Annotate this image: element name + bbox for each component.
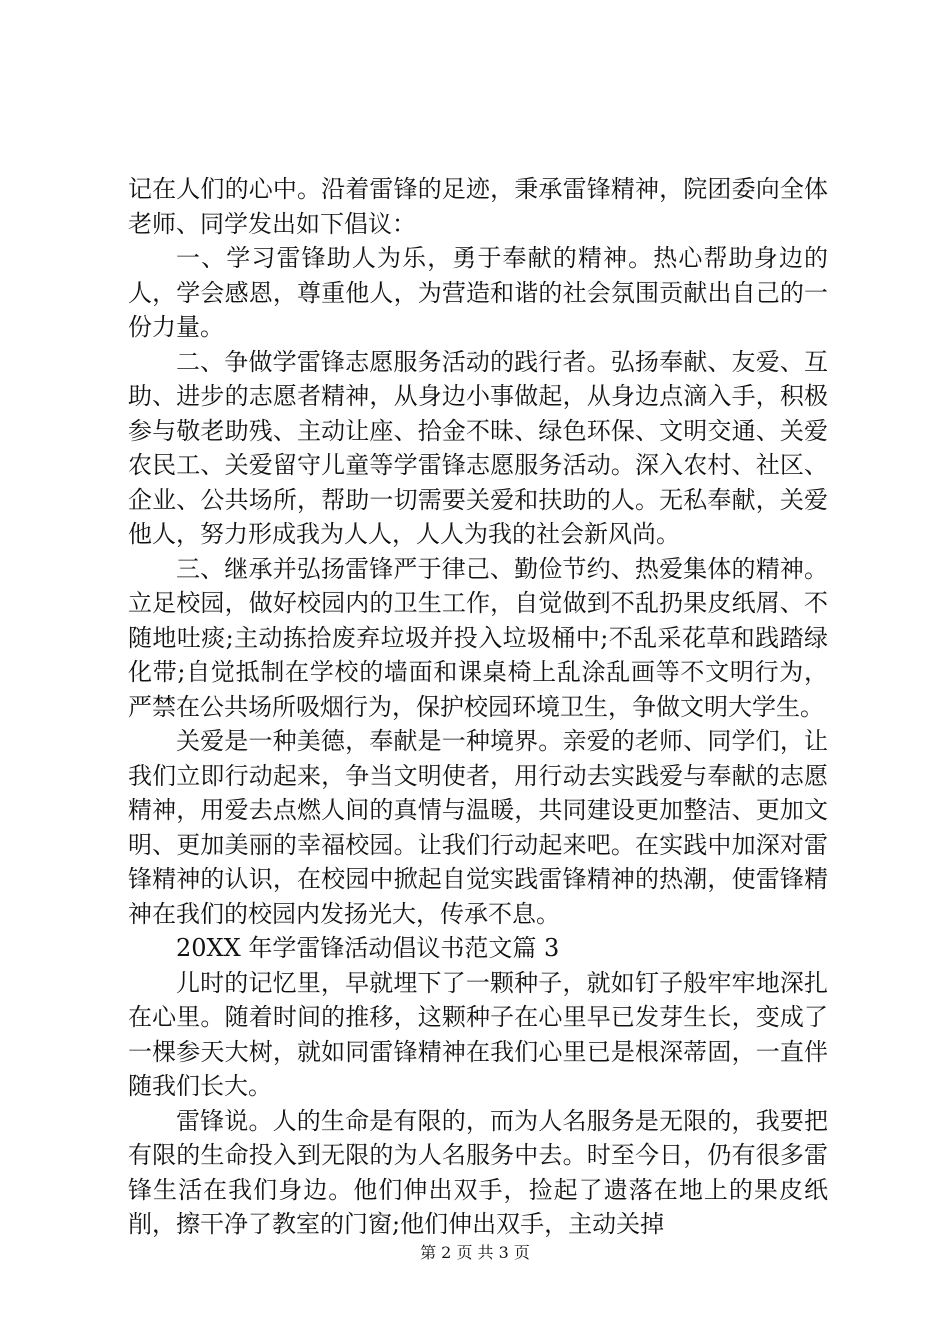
paragraph-proposal-3: 三、继承并弘扬雷锋严于律己、勤俭节约、热爱集体的精神。立足校园，做好校园内的卫生工作，自觉做到不乱扔果皮纸屑、不随地吐痰;主动拣拾废弃垃圾并投入垃圾桶中;不乱采花草和践踏绿化带;自觉抵制在学校的墙面和课桌椅上乱涂乱画等不文明行为，严禁在公共场所吸烟行为，保护校园环境卫生，争做文明大学生。	[128, 554, 828, 721]
paragraph-memory: 儿时的记忆里，早就埋下了一颗种子，就如钉子般牢牢地深扎在心里。随着时间的推移，这颗种子在心里早已发芽生长，变成了一棵参天大树，就如同雷锋精神在我们心里已是根深蒂固，一直伴随我们长大。	[128, 968, 828, 1100]
paragraph-proposal-1: 一、学习雷锋助人为乐，勇于奉献的精神。热心帮助身边的人，学会感恩，尊重他人，为营造和谐的社会氛围贡献出自己的一份力量。	[128, 244, 828, 341]
section-heading: 20XX 年学雷锋活动倡议书范文篇 3	[176, 934, 560, 962]
document-body	[128, 172, 828, 1242]
paragraph-closing: 关爱是一种美德，奉献是一种境界。亲爱的老师、同学们，让我们立即行动起来，争当文明使者，用行动去实践爱与奉献的志愿精神，用爱去点燃人间的真情与温暖，共同建设更加整洁、更加文明、更加美丽的幸福校园。让我们行动起来吧。在实践中加深对雷锋精神的认识，在校园中掀起自觉实践雷锋精神的热潮，使雷锋精神在我们的校园内发扬光大，传承不息。	[128, 727, 828, 928]
page-number: 第 2 页 共 3 页	[420, 1243, 530, 1262]
paragraph-leifeng-quote: 雷锋说。人的生命是有限的，而为人名服务是无限的，我要把有限的生命投入到无限的为人名服务中去。时至今日，仍有很多雷锋生活在我们身边。他们伸出双手，捡起了遗落在地上的果皮纸削，擦干净了教室的门窗;他们伸出双手，主动关掉	[128, 1106, 828, 1238]
paragraph-continuation: 记在人们的心中。沿着雷锋的足迹，秉承雷锋精神，院团委向全体老师、同学发出如下倡议：	[128, 175, 828, 238]
paragraph-proposal-2: 二、争做学雷锋志愿服务活动的践行者。弘扬奉献、友爱、互助、进步的志愿者精神，从身边小事做起，从身边点滴入手，积极参与敬老助残、主动让座、拾金不昧、绿色环保、文明交通、关爱农民工、关爱留守儿童等学雷锋志愿服务活动。深入农村、社区、企业、公共场所，帮助一切需要关爱和扶助的人。无私奉献，关爱他人，努力形成我为人人，人人为我的社会新风尚。	[128, 347, 828, 548]
